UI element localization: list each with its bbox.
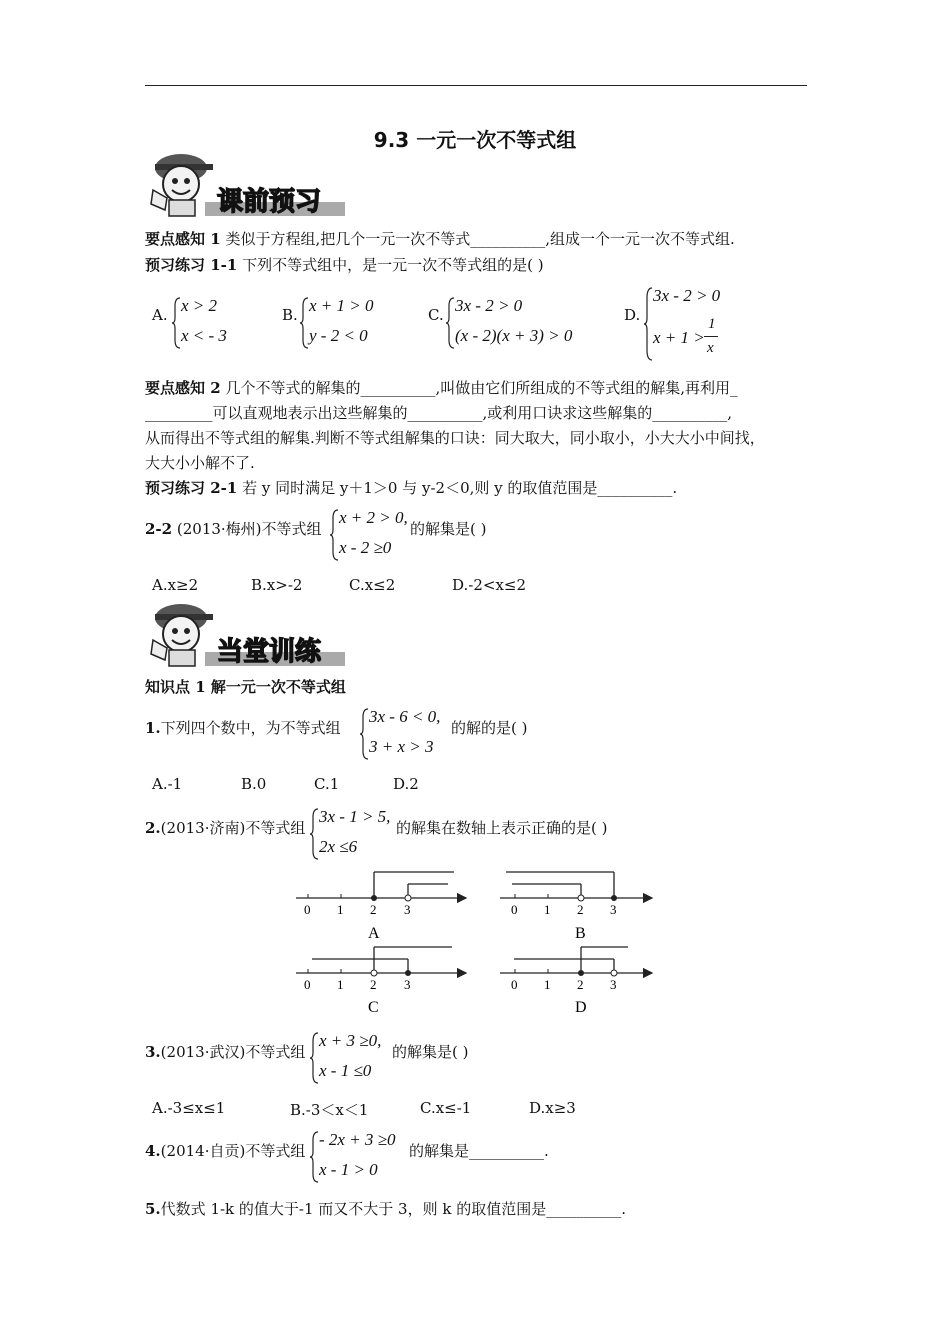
q2-post: 的解集在数轴上表示正确的是( )	[396, 819, 608, 837]
p11-A-letter: A.	[152, 306, 168, 324]
A-row1: x > 2	[181, 296, 218, 315]
p22-choice-B: B.x>-2	[251, 576, 303, 594]
label-C: C	[368, 999, 379, 1016]
p11-text: 下列不等式组中，是一元一次不等式组的是( )	[242, 256, 544, 274]
q3-choice-D: D.x≥3	[529, 1099, 576, 1117]
tick-2: 2	[577, 977, 584, 992]
kp2-text1: 几个不等式的解集的__________,叫做由它们所组成的不等式组的解集,再利用_	[225, 379, 738, 397]
practice-2-2	[145, 518, 322, 539]
C-row2: (x - 2)(x + 3) > 0	[455, 326, 573, 345]
page-title: 9.3 一元一次不等式组	[373, 128, 577, 152]
p22-choice-C: C.x≤2	[349, 576, 396, 594]
q5-line	[145, 1198, 626, 1219]
q4-post: 的解集是__________.	[409, 1142, 549, 1160]
kp2-line2: _________可以直观地表示出这些解集的__________,或利用口诀求这些解集的__________,	[145, 404, 733, 422]
practice-2-1	[145, 477, 677, 498]
header-rule	[145, 85, 807, 86]
cartoon-boy-icon	[151, 154, 213, 216]
q3-row1: x + 3 ≥0,	[319, 1031, 382, 1050]
option-A-number-line	[296, 872, 466, 942]
p11-label: 预习练习 1-1	[145, 256, 238, 274]
tick-0: 0	[304, 977, 311, 992]
p22-pre: (2013·梅州)不等式组	[176, 520, 322, 538]
q4-row2: x - 1 > 0	[319, 1160, 378, 1179]
q1-choice-D: D.2	[393, 775, 419, 793]
kp2-line4: 大大小小解不了.	[145, 454, 255, 472]
D-frac-den: x	[707, 340, 714, 356]
q1-num: 1.	[145, 719, 161, 737]
q2-row1: 3x - 1 > 5,	[319, 807, 391, 826]
tick-1: 1	[544, 977, 551, 992]
q2-row2: 2x ≤6	[319, 837, 358, 856]
q3-post: 的解集是( )	[392, 1043, 469, 1061]
p22-choice-D: D.-2<x≤2	[452, 576, 527, 594]
key-point-1	[145, 228, 735, 249]
q1-row2: 3 + x > 3	[369, 737, 434, 756]
p21-label: 预习练习 2-1	[145, 479, 238, 497]
q3-num: 3.	[145, 1043, 161, 1061]
q5-num: 5.	[145, 1200, 161, 1218]
label-B: B	[575, 925, 586, 942]
p22-post: 的解集是( )	[410, 520, 487, 538]
q4-line	[145, 1140, 305, 1161]
D-row2: x + 1 >	[653, 328, 705, 347]
label-D: D	[575, 999, 587, 1016]
q5-text: 代数式 1-k 的值大于-1 而又不大于 3，则 k 的取值范围是__________.	[160, 1200, 626, 1218]
tick-3: 3	[610, 902, 617, 917]
tick-1: 1	[337, 902, 344, 917]
cartoon-boy-icon	[151, 604, 213, 666]
tick-2: 2	[577, 902, 584, 917]
kp1-label: 要点感知 1	[145, 230, 221, 248]
q4-num: 4.	[145, 1142, 161, 1160]
q4-pre: (2014·自贡)不等式组	[160, 1142, 306, 1160]
D-row1: 3x - 2 > 0	[653, 286, 721, 305]
p11-C-letter: C.	[428, 306, 444, 324]
A-row2: x < - 3	[181, 326, 227, 345]
q3-choice-B: B.-3＜x＜1	[290, 1101, 369, 1119]
q1-choice-A: A.-1	[152, 775, 183, 793]
number-line-figure	[290, 862, 670, 1018]
q4-row1: - 2x + 3 ≥0	[319, 1130, 396, 1149]
p21-text: 若 y 同时满足 y＋1＞0 与 y-2＜0,则 y 的取值范围是__________.	[242, 479, 678, 497]
p11-B-letter: B.	[282, 306, 298, 324]
q3-choice-C: C.x≤-1	[420, 1099, 472, 1117]
kp1-text: 类似于方程组,把几个一元一次不等式__________,组成一个一元一次不等式组.	[225, 230, 735, 248]
fraction-bar	[704, 336, 718, 337]
p22-choice-A: A.x≥2	[152, 576, 199, 594]
tick-1: 1	[544, 902, 551, 917]
q1-pre: 下列四个数中，为不等式组	[160, 719, 341, 737]
B-row2: y - 2 < 0	[309, 326, 368, 345]
option-B-number-line	[500, 872, 652, 942]
B-row1: x + 1 > 0	[309, 296, 374, 315]
banner-text: 当堂训练	[217, 637, 322, 666]
tick-1: 1	[337, 977, 344, 992]
q2-pre: (2013·济南)不等式组	[160, 819, 306, 837]
q3-pre: (2013·武汉)不等式组	[160, 1043, 306, 1061]
p22-row1: x + 2 > 0,	[339, 508, 408, 527]
q2-line	[145, 817, 305, 838]
knowledge-point-title: 知识点 1 解一元一次不等式组	[145, 678, 346, 696]
kp2-line3: 从而得出不等式组的解集.判断不等式组解集的口诀：同大取大，同小取小，小大大小中间找，	[145, 429, 765, 447]
kp2-line1	[145, 377, 738, 398]
q3-line	[145, 1041, 305, 1062]
tick-0: 0	[304, 902, 311, 917]
C-row1: 3x - 2 > 0	[455, 296, 523, 315]
label-A: A	[368, 925, 380, 942]
banner-text: 课前预习	[217, 187, 322, 216]
tick-3: 3	[610, 977, 617, 992]
q1-post: 的解的是( )	[451, 719, 528, 737]
q3-row2: x - 1 ≤0	[319, 1061, 372, 1080]
option-C-number-line	[296, 947, 466, 1016]
q3-choice-A: A.-3≤x≤1	[152, 1099, 226, 1117]
tick-0: 0	[511, 902, 518, 917]
option-D-number-line	[500, 947, 652, 1016]
practice-1-1	[145, 254, 544, 275]
p22-row2: x - 2 ≥0	[339, 538, 392, 557]
tick-3: 3	[404, 902, 411, 917]
D-frac-num: 1	[708, 316, 716, 332]
tick-0: 0	[511, 977, 518, 992]
banner-practice	[145, 600, 350, 670]
tick-2: 2	[370, 902, 377, 917]
q1-row1: 3x - 6 < 0,	[369, 707, 441, 726]
p22-label: 2-2	[145, 520, 173, 538]
q1-line	[145, 717, 341, 738]
tick-2: 2	[370, 977, 377, 992]
banner-preview	[145, 150, 350, 220]
q1-choice-C: C.1	[314, 775, 340, 793]
q1-choice-B: B.0	[241, 775, 267, 793]
kp2-label: 要点感知 2	[145, 379, 221, 397]
p11-D-letter: D.	[624, 306, 641, 324]
tick-3: 3	[404, 977, 411, 992]
q2-num: 2.	[145, 819, 161, 837]
